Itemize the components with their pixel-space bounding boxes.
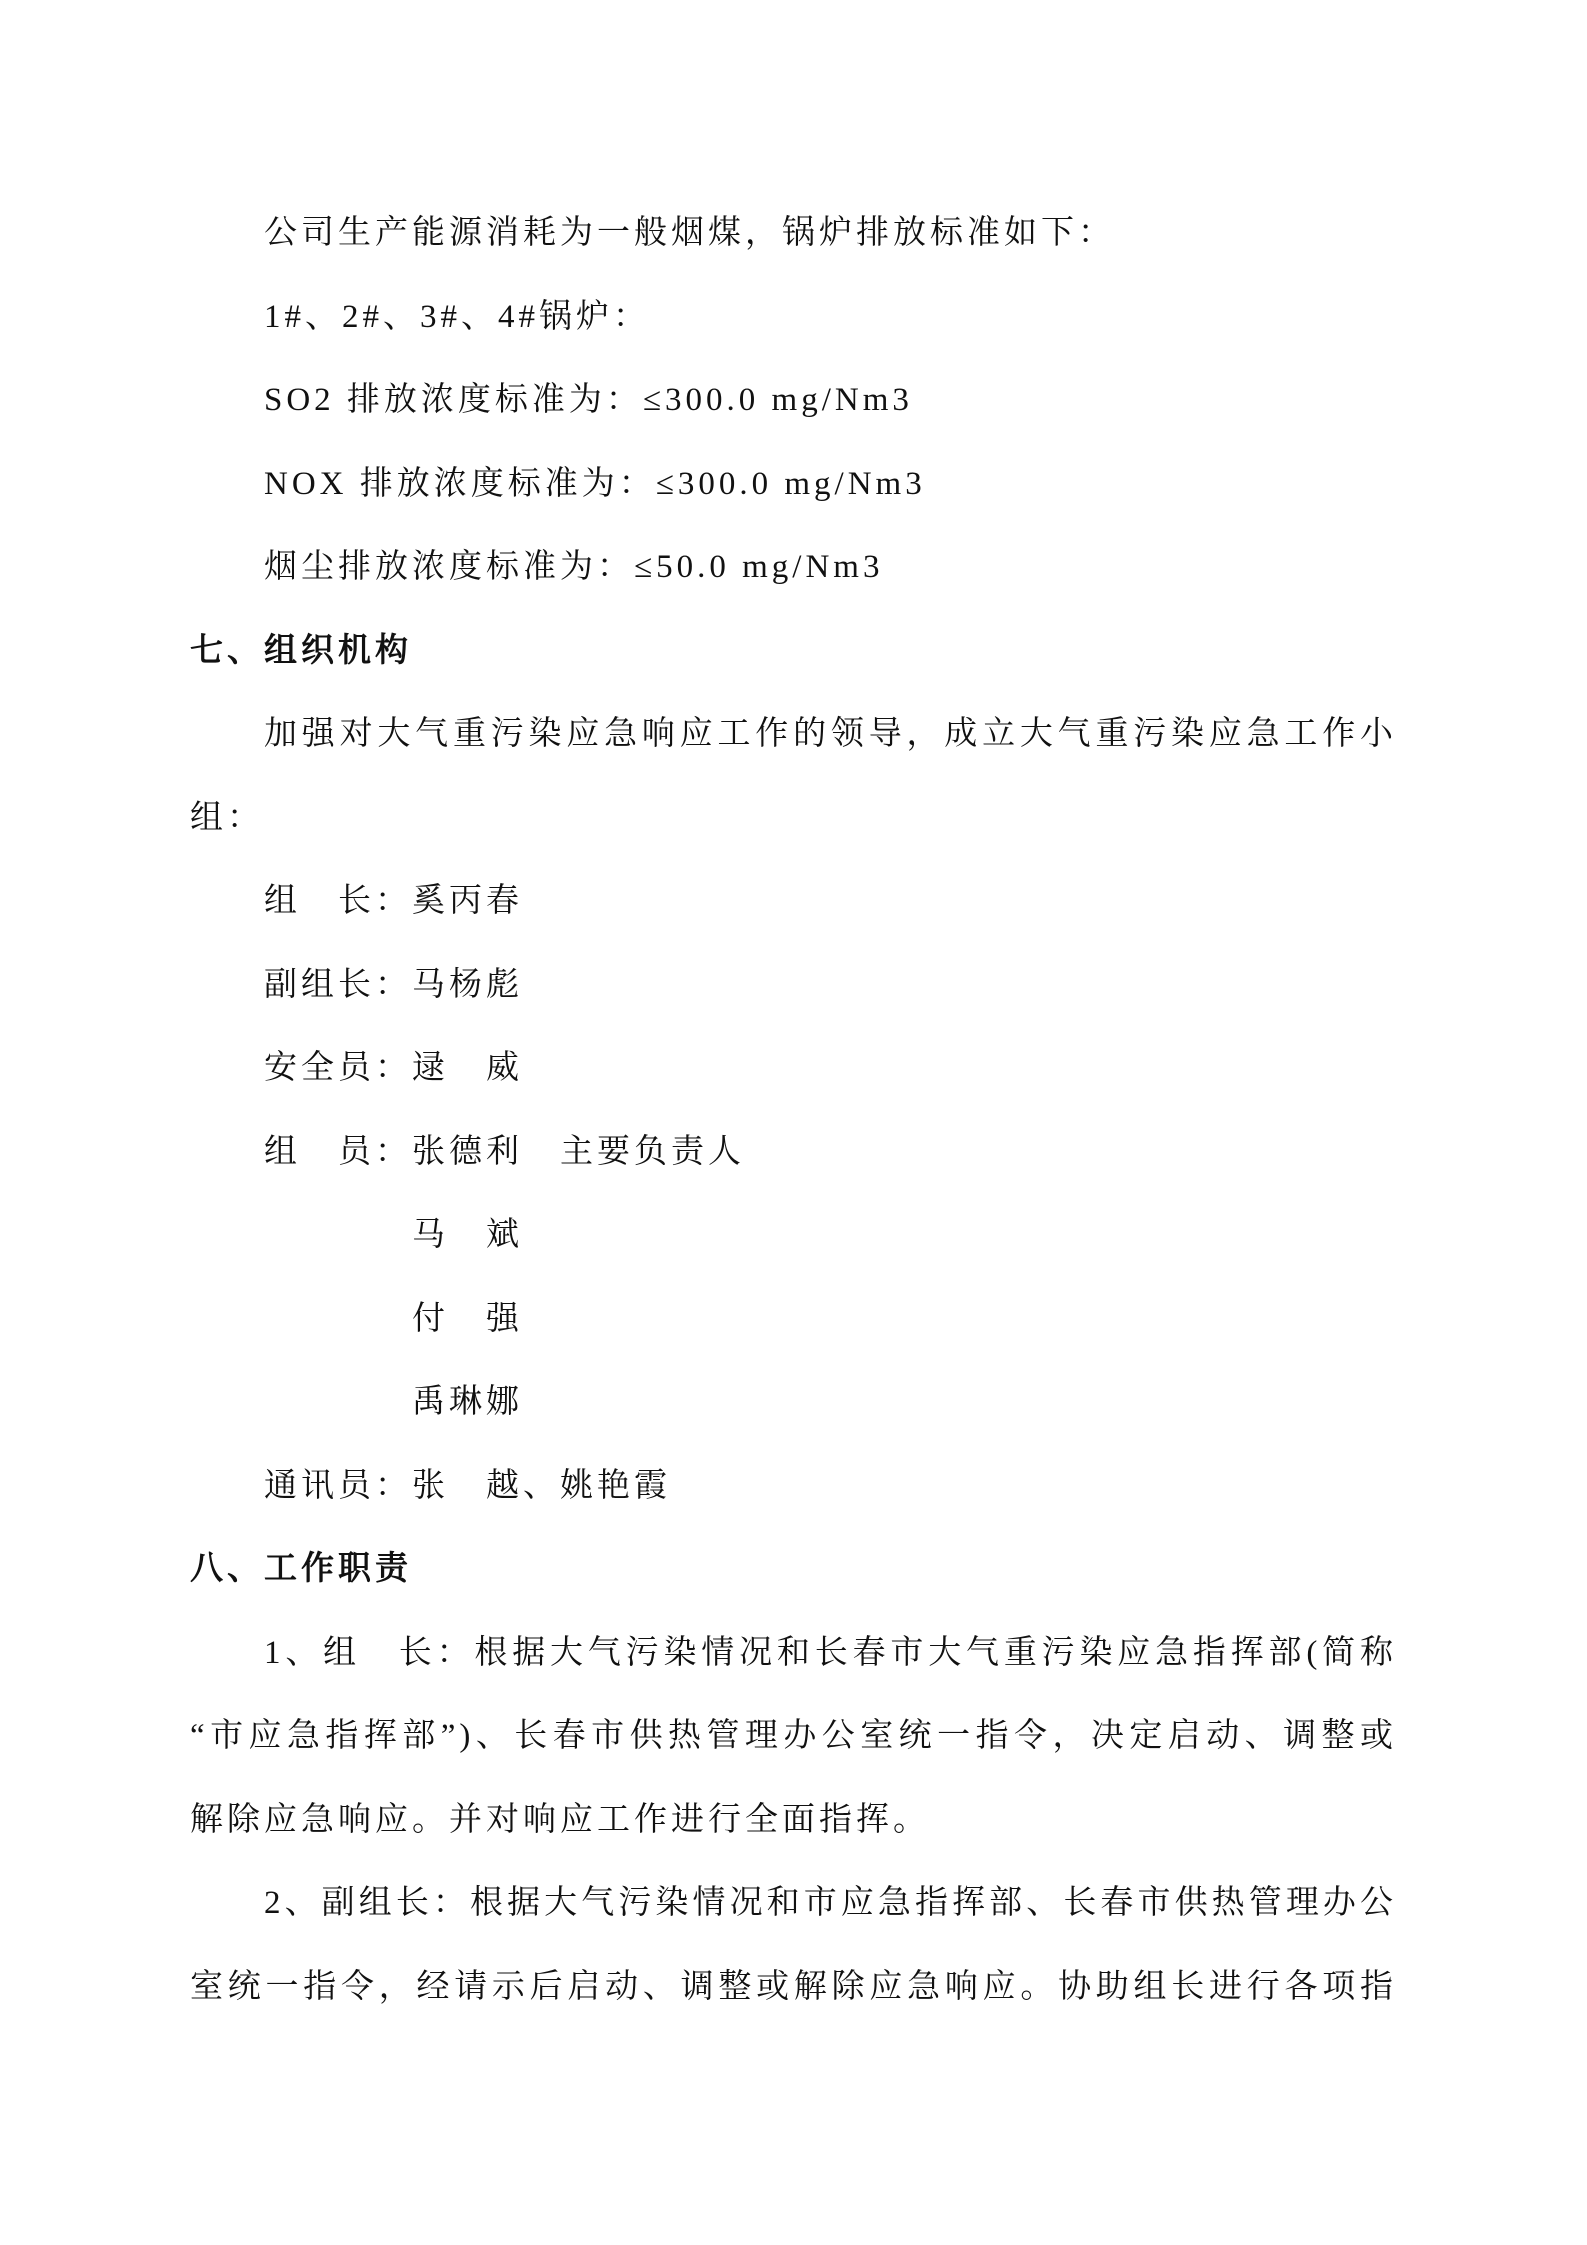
body-line-boilers: 1#、2#、3#、4#锅炉： xyxy=(264,298,650,335)
body-line-fuel-intro: 公司生产能源消耗为一般烟煤，锅炉排放标准如下： xyxy=(264,215,1115,251)
roster-line-communicators: 通讯员：张 越、姚艳霞 xyxy=(264,1467,671,1504)
body-line-duty2-2: 室统一指令，经请示后启动、调整或解除应急响应。协助组长进行各项指 xyxy=(190,1968,1397,2005)
roster-line-safety-officer: 安全员：逯 威 xyxy=(264,1050,523,1086)
body-line-duty2-1: 2、副组长：根据大气污染情况和市应急指挥部、长春市供热管理办公 xyxy=(264,1885,1397,1921)
body-line-org-intro-2: 组： xyxy=(190,799,264,836)
body-line-duty1-1: 1、组 长：根据大气污染情况和长春市大气重污染应急指挥部(简称 xyxy=(264,1634,1397,1671)
roster-line-leader: 组 长：奚丙春 xyxy=(264,883,523,919)
roster-line-member-3: 付 强 xyxy=(412,1300,523,1337)
body-line-dust-standard: 烟尘排放浓度标准为：≤50.0 mg/Nm3 xyxy=(264,549,884,585)
roster-line-member-2: 马 斌 xyxy=(412,1217,523,1253)
body-line-so2-standard: SO2 排放浓度标准为：≤300.0 mg/Nm3 xyxy=(264,382,913,418)
roster-line-members: 组 员：张德利 主要负责人 xyxy=(264,1133,745,1170)
body-line-org-intro-1: 加强对大气重污染应急响应工作的领导，成立大气重污染应急工作小 xyxy=(264,716,1397,752)
body-line-duty1-2: “市应急指挥部”)、长春市供热管理办公室统一指令，决定启动、调整或 xyxy=(190,1718,1397,1754)
body-line-nox-standard: NOX 排放浓度标准为：≤300.0 mg/Nm3 xyxy=(264,465,926,502)
section-heading-organization: 七、组织机构 xyxy=(190,632,412,669)
section-heading-duties: 八、工作职责 xyxy=(190,1551,412,1587)
body-line-duty1-3: 解除应急响应。并对响应工作进行全面指挥。 xyxy=(190,1801,930,1838)
roster-line-member-4: 禹琳娜 xyxy=(412,1384,523,1420)
roster-line-deputy-leader: 副组长：马杨彪 xyxy=(264,966,523,1003)
